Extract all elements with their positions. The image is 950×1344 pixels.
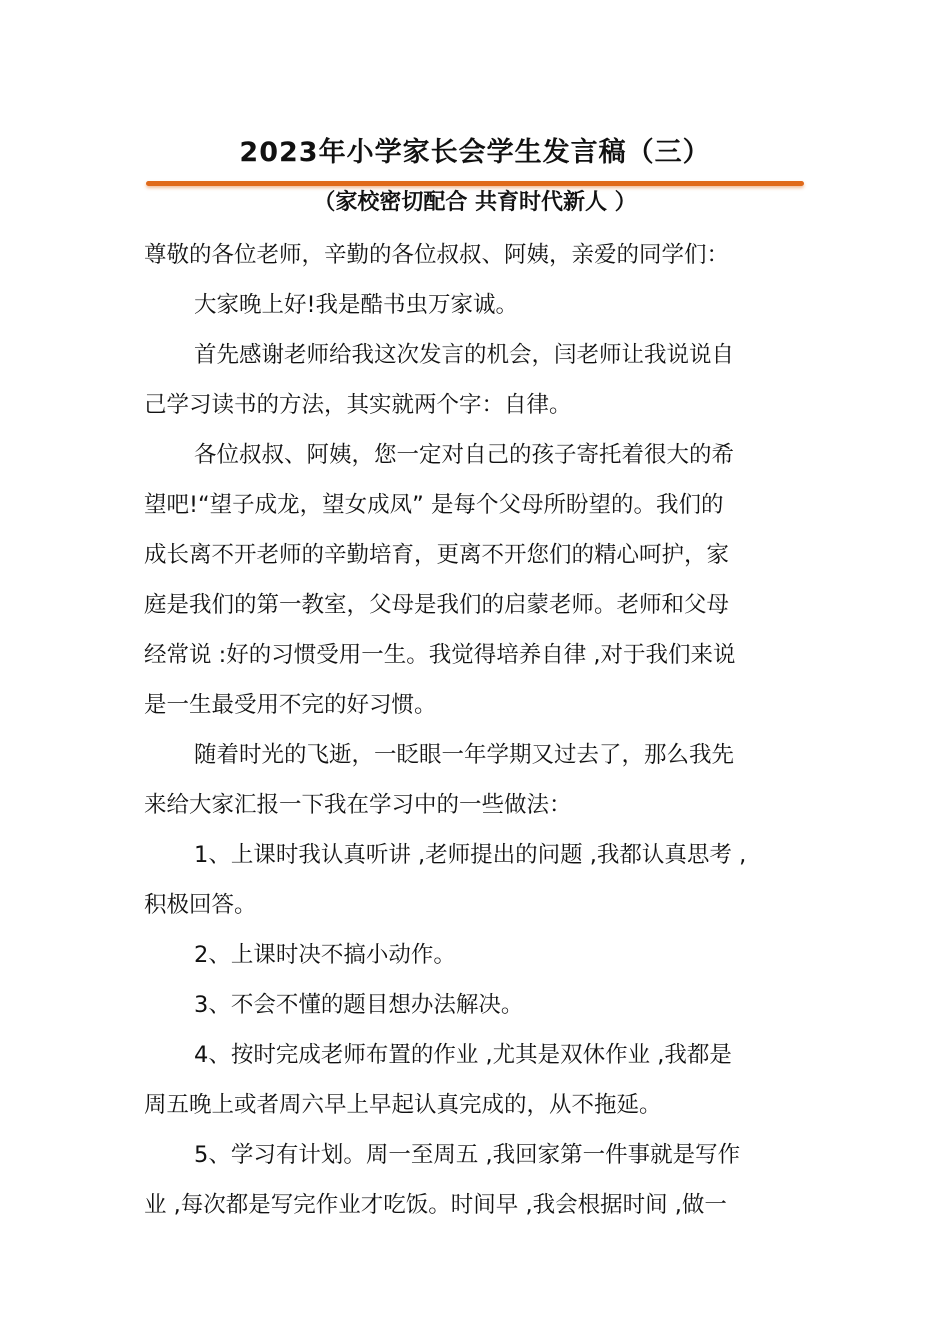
paragraph-line: 经常说 :好的习惯受用一生。我觉得培养自律 ,对于我们来说 bbox=[144, 642, 736, 668]
list-item-line: 积极回答。 bbox=[144, 892, 257, 918]
paragraph-line: 己学习读书的方法，其实就两个字：自律。 bbox=[144, 392, 572, 418]
list-item-line: 3、不会不懂的题目想办法解决。 bbox=[194, 992, 524, 1018]
paragraph-line: 是一生最受用不完的好习惯。 bbox=[144, 692, 437, 718]
document-subtitle: （家校密切配合 共育时代新人 ） bbox=[313, 190, 637, 215]
body-text bbox=[144, 230, 809, 1230]
document-title: 2023年小学家长会学生发言稿（三） bbox=[239, 137, 711, 168]
paragraph-line: 望吧!“望子成龙，望女成凤” 是每个父母所盼望的。我们的 bbox=[144, 492, 724, 518]
paragraph-line: 成长离不开老师的辛勤培育，更离不开您们的精心呵护，家 bbox=[144, 542, 730, 568]
paragraph-line: 随着时光的飞逝，一眨眼一年学期又过去了，那么我先 bbox=[194, 742, 735, 768]
list-item-line: 2、上课时决不搞小动作。 bbox=[194, 942, 456, 968]
list-item-line: 业 ,每次都是写完作业才吃饭。时间早 ,我会根据时间 ,做一 bbox=[144, 1192, 727, 1218]
paragraph-line: 庭是我们的第一教室，父母是我们的启蒙老师。老师和父母 bbox=[144, 592, 730, 618]
paragraph-line: 首先感谢老师给我这次发言的机会，闫老师让我说说自 bbox=[194, 342, 735, 368]
list-item-line: 周五晚上或者周六早上早起认真完成的，从不拖延。 bbox=[144, 1092, 662, 1118]
paragraph-line: 各位叔叔、阿姨，您一定对自己的孩子寄托着很大的希 bbox=[194, 442, 735, 468]
list-item-line: 5、学习有计划。周一至周五 ,我回家第一件事就是写作 bbox=[194, 1142, 741, 1168]
list-item-line: 1、上课时我认真听讲 ,老师提出的问题 ,我都认真思考 , bbox=[194, 842, 747, 868]
salutation-line: 尊敬的各位老师，辛勤的各位叔叔、阿姨，亲爱的同学们： bbox=[144, 242, 730, 268]
paragraph-line: 来给大家汇报一下我在学习中的一些做法： bbox=[144, 792, 572, 818]
list-item-line: 4、按时完成老师布置的作业 ,尤其是双休作业 ,我都是 bbox=[194, 1042, 732, 1068]
paragraph-line: 大家晚上好!我是酷书虫万家诚。 bbox=[194, 292, 519, 318]
